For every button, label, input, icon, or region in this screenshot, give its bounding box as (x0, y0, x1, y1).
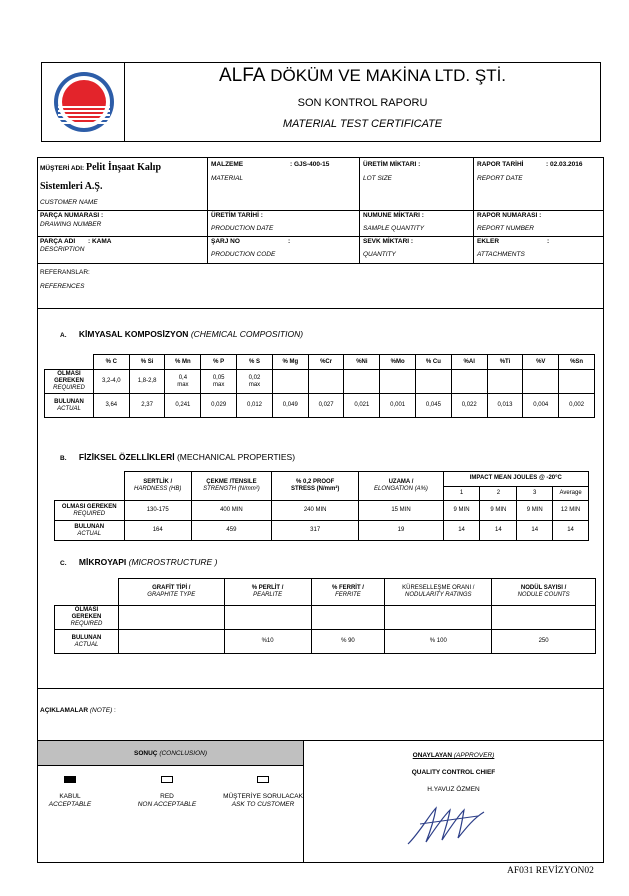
micro-h-nodularity-1: KÜRESELLEŞME ORANI / (402, 585, 475, 591)
mech-corner (55, 472, 125, 501)
micro-corner (55, 579, 119, 606)
micro-actual-label (55, 630, 119, 654)
mech-h-hardness (124, 472, 191, 501)
mech-h-impact-3: 3 (517, 486, 553, 501)
mech-required-cell: 400 MIN (191, 501, 271, 521)
chem-table (44, 354, 595, 418)
mech-actual-cell: 317 (271, 521, 358, 541)
company-logo (52, 68, 116, 136)
chem-actual-cell: 0,045 (416, 394, 452, 418)
mech-h-elongation-1: UZAMA / (388, 479, 414, 486)
chem-header: % P (201, 355, 237, 370)
mech-h-tensile (191, 472, 271, 501)
mech-h-hardness-2: HARDNESS (HB) (134, 486, 182, 493)
sample-qty-label: NUMUNE MİKTARI : (363, 212, 424, 219)
charge-no-label-en: PRODUCTION CODE (211, 251, 276, 258)
approver-title-tr: ONAYLAYAN (412, 752, 453, 759)
notes-label-tr: AÇIKLAMALAR (40, 707, 89, 714)
mech-h-proof-1: % 0,2 PROOF (295, 479, 335, 486)
chem-required-cell (272, 370, 308, 394)
chem-header: % C (93, 355, 129, 370)
micro-req-line2: GEREKEN (71, 614, 102, 620)
material-label: MALZEME (211, 161, 244, 168)
micro-letter: C. (60, 560, 67, 567)
part-name-label-en: DESCRIPTION (40, 246, 85, 253)
chem-req-line1: OLMASI (57, 371, 81, 377)
lot-size-label: ÜRETİM MİKTARI : (363, 161, 421, 168)
chem-actual-label (45, 394, 94, 418)
ask-customer-label-en: ASK TO CUSTOMER (231, 801, 295, 808)
mech-h-proof-2: STRESS (N/mm²) (290, 486, 340, 493)
micro-req-line1: OLMASI (74, 607, 99, 613)
chem-act-line1: BULUNAN (54, 398, 84, 405)
chem-actual-cell: 0,029 (201, 394, 237, 418)
approver-name: H.YAVUZ ÖZMEN (427, 786, 480, 793)
chem-required-cell (308, 370, 344, 394)
mech-actual-cell: 14 (480, 521, 517, 541)
micro-actual-cell: 250 (492, 630, 596, 654)
micro-h-graphite-2: GRAPHITE TYPE (147, 592, 196, 598)
micro-h-nodule-count-2: NODULE COUNTS (517, 592, 570, 598)
chem-actual-cell: 0,001 (380, 394, 416, 418)
chem-actual-cell: 0,004 (523, 394, 559, 418)
micro-h-ferrite-2: FERRITE (335, 592, 361, 598)
mech-h-impact-1: 1 (443, 486, 480, 501)
chem-actual-cell: 3,64 (93, 394, 129, 418)
micro-h-ferrite-1: % FERRİT / (331, 585, 364, 591)
accept-checkbox[interactable] (64, 776, 76, 783)
prod-date-label: ÜRETİM TARİHİ : (211, 212, 263, 219)
references-label: REFERANSLAR: (40, 269, 90, 276)
form-code: AF031 REVİZYON02 (507, 866, 594, 876)
chem-required-cell (487, 370, 523, 394)
company-brand: ALFA (218, 65, 266, 86)
chem-actual-cell: 0,021 (344, 394, 380, 418)
chem-required-cell (559, 370, 595, 394)
material-label-en: MATERIAL (211, 175, 244, 182)
mech-title: FİZİKSEL ÖZELLİKLERİ (78, 452, 175, 462)
chem-title-en: (CHEMICAL COMPOSITION) (190, 329, 304, 339)
reject-label-en: NON ACCEPTABLE (137, 801, 197, 808)
mech-actual-cell: 14 (553, 521, 589, 541)
mech-actual-cell: 459 (191, 521, 271, 541)
mech-actual-label (55, 521, 125, 541)
mech-h-elongation (359, 472, 443, 501)
part-name-label: PARÇA ADI (40, 238, 76, 245)
micro-required-cell (224, 606, 311, 630)
mech-required-cell: 9 MIN (517, 501, 553, 521)
mech-actual-cell: 19 (359, 521, 443, 541)
micro-title-en: (MICROSTRUCTURE ) (128, 557, 218, 567)
notes-divider (37, 688, 604, 689)
customer-label-en: CUSTOMER NAME (40, 199, 98, 206)
chem-actual-cell: 0,012 (237, 394, 273, 418)
customer-label (40, 164, 161, 173)
mech-h-impact-average: Average (553, 486, 589, 501)
notes-label (40, 707, 116, 715)
chem-header: %Al (451, 355, 487, 370)
references-label-en: REFERENCES (40, 283, 85, 290)
attachments-colon: : (547, 238, 550, 245)
attachments-label-en: ATTACHMENTS (477, 251, 525, 258)
ask-customer-checkbox[interactable] (257, 776, 269, 783)
grid-line (37, 236, 604, 237)
sample-qty-label-en: SAMPLE QUANTITY (363, 225, 425, 232)
chem-required-cell: 3,2-4,0 (93, 370, 129, 394)
mech-required-cell: 12 MIN (553, 501, 589, 521)
report-no-label-en: REPORT NUMBER (477, 225, 534, 232)
micro-h-ferrite (311, 579, 385, 606)
chem-actual-cell: 0,013 (487, 394, 523, 418)
customer-label-text: MÜŞTERİ ADI: (40, 165, 85, 172)
micro-h-nodularity (385, 579, 492, 606)
micro-h-pearlite-2: PEARLITE (253, 592, 283, 598)
micro-act-en: ACTUAL (74, 641, 99, 648)
chem-actual-cell: 2,37 (129, 394, 165, 418)
chem-header: % Mg (272, 355, 308, 370)
mech-required-label (55, 501, 125, 521)
reject-checkbox[interactable] (161, 776, 173, 783)
approver-title-en: (APPROVER) (453, 752, 495, 759)
mech-act-en: ACTUAL (77, 530, 102, 537)
chem-required-cell (344, 370, 380, 394)
prod-date-label-en: PRODUCTION DATE (211, 225, 274, 232)
mech-actual-cell: 164 (124, 521, 191, 541)
micro-actual-cell (118, 630, 224, 654)
mech-required-cell: 15 MIN (359, 501, 443, 521)
ship-qty-label-en: QUANTITY (363, 251, 396, 258)
mech-act-line1: BULUNAN (74, 523, 105, 530)
chem-header: % Si (129, 355, 165, 370)
mech-h-impact-2: 2 (480, 486, 517, 501)
mech-actual-cell: 14 (443, 521, 480, 541)
mech-required-cell: 9 MIN (443, 501, 480, 521)
mech-section-title (60, 452, 295, 462)
company-name (124, 66, 601, 86)
mech-title-en: (MECHANICAL PROPERTIES) (176, 452, 296, 462)
micro-title: MİKROYAPI (78, 557, 127, 567)
mech-h-impact: IMPACT MEAN JOULES @ -20°C (443, 472, 588, 487)
micro-actual-cell: % 100 (385, 630, 492, 654)
mech-h-elongation-2: ELONGATION (A%) (374, 486, 428, 493)
micro-req-en: REQUIRED (70, 621, 103, 627)
chem-required-cell (380, 370, 416, 394)
micro-h-graphite-1: GRAFİT TİPİ / (152, 585, 191, 591)
mech-h-tensile-2: STRENGTH (N/mm²) (203, 486, 260, 493)
micro-actual-cell: %10 (224, 630, 311, 654)
accept-label: KABUL (59, 793, 81, 800)
chem-header: %Ni (344, 355, 380, 370)
chem-actual-cell: 0,002 (559, 394, 595, 418)
micro-h-graphite (118, 579, 224, 606)
chem-section-title (60, 329, 303, 339)
micro-h-nodule-count (492, 579, 596, 606)
micro-table (54, 578, 596, 654)
charge-no-label: ŞARJ NO (211, 238, 240, 245)
report-no-label: RAPOR NUMARASI : (477, 212, 542, 219)
report-title-tr: SON KONTROL RAPORU (297, 97, 428, 109)
chem-header: %Ti (487, 355, 523, 370)
chem-title: KİMYASAL KOMPOSİZYON (78, 329, 189, 339)
chem-header: % Mn (165, 355, 201, 370)
mech-h-proof (271, 472, 358, 501)
chem-act-en: ACTUAL (57, 405, 81, 412)
chem-actual-cell: 0,241 (165, 394, 201, 418)
grid-line (37, 210, 604, 211)
material-value: : GJS-400-15 (290, 161, 330, 168)
chem-header: %Sn (559, 355, 595, 370)
accept-label-en: ACCEPTABLE (48, 801, 92, 808)
customer-value-1: Pelit İnşaat Kalıp (86, 162, 162, 173)
chem-header: %Cr (308, 355, 344, 370)
micro-required-cell (492, 606, 596, 630)
micro-section-title (60, 557, 217, 567)
mech-actual-cell: 14 (517, 521, 553, 541)
mech-req-en: REQUIRED (73, 510, 106, 517)
chem-corner (45, 355, 94, 370)
micro-required-cell (118, 606, 224, 630)
conclusion-title-en: (CONCLUSION) (159, 750, 207, 757)
notes-label-en: (NOTE) (89, 707, 113, 714)
mech-letter: B. (60, 455, 67, 462)
micro-required-cell (311, 606, 385, 630)
mech-required-cell: 130-175 (124, 501, 191, 521)
chem-header: % Cu (416, 355, 452, 370)
micro-h-pearlite-1: % PERLİT / (251, 585, 284, 591)
chem-header: %V (523, 355, 559, 370)
chem-required-cell: 1,8-2,8 (129, 370, 165, 394)
chem-required-cell (416, 370, 452, 394)
chem-required-cell (523, 370, 559, 394)
micro-actual-cell: % 90 (311, 630, 385, 654)
micro-h-pearlite (224, 579, 311, 606)
chem-letter: A. (60, 332, 67, 339)
reject-label: RED (160, 793, 174, 800)
approver-signature (400, 802, 495, 850)
micro-h-nodule-count-1: NODÜL SAYISI / (520, 585, 567, 591)
ship-qty-label: SEVK MİKTARI : (363, 238, 414, 245)
mech-required-cell: 9 MIN (480, 501, 517, 521)
chem-actual-cell: 0,022 (451, 394, 487, 418)
mech-req-line1: OLMASI GEREKEN (61, 503, 117, 510)
grid-line (37, 308, 604, 309)
chem-req-en: REQUIRED (53, 385, 85, 391)
mech-h-hardness-1: SERTLİK / (143, 479, 173, 486)
report-date-label: RAPOR TARİHİ (477, 161, 524, 168)
charge-no-colon: : (288, 238, 291, 245)
chem-required-cell: 0,4 max (165, 370, 201, 394)
chem-required-cell: 0,05 max (201, 370, 237, 394)
company-rest: DÖKÜM VE MAKİNA LTD. ŞTİ. (270, 66, 507, 85)
attachments-label: EKLER (477, 238, 500, 245)
mech-required-cell: 240 MIN (271, 501, 358, 521)
approver-role: QUALITY CONTROL CHIEF (411, 769, 496, 776)
report-date-label-en: REPORT DATE (477, 175, 523, 182)
customer-value-2: Sistemleri A.Ş. (40, 181, 103, 192)
ask-customer-label: MÜŞTERİYE SORULACAK (223, 793, 303, 800)
micro-required-label (55, 606, 119, 630)
report-title-en: MATERIAL TEST CERTIFICATE (282, 118, 443, 130)
notes-colon: : (114, 707, 116, 714)
chem-actual-cell: 0,027 (308, 394, 344, 418)
grid-line (37, 263, 604, 264)
micro-act-line1: BULUNAN (71, 634, 102, 641)
chem-required-cell: 0,02 max (237, 370, 273, 394)
part-no-label: PARÇA NUMARASI : (40, 212, 104, 219)
conclusion-title-tr: SONUÇ (134, 750, 158, 757)
chem-header: %Mo (380, 355, 416, 370)
micro-h-nodularity-2: NODULARITY RATINGS (405, 592, 472, 598)
chem-header: % S (237, 355, 273, 370)
report-date-value: : 02.03.2016 (546, 161, 583, 168)
conclusion-title (38, 750, 303, 758)
chem-actual-cell: 0,049 (272, 394, 308, 418)
mech-table (54, 471, 589, 541)
part-name-value: : KAMA (88, 238, 112, 245)
chem-required-cell (451, 370, 487, 394)
approver-title (303, 752, 604, 760)
chem-req-line2: GEREKEN (54, 378, 84, 384)
mech-h-tensile-1: ÇEKME /TENSILE (206, 479, 257, 486)
chem-required-label (45, 370, 94, 394)
lot-size-label-en: LOT SIZE (363, 175, 392, 182)
part-no-label-en: DRAWING NUMBER (40, 221, 102, 228)
micro-required-cell (385, 606, 492, 630)
